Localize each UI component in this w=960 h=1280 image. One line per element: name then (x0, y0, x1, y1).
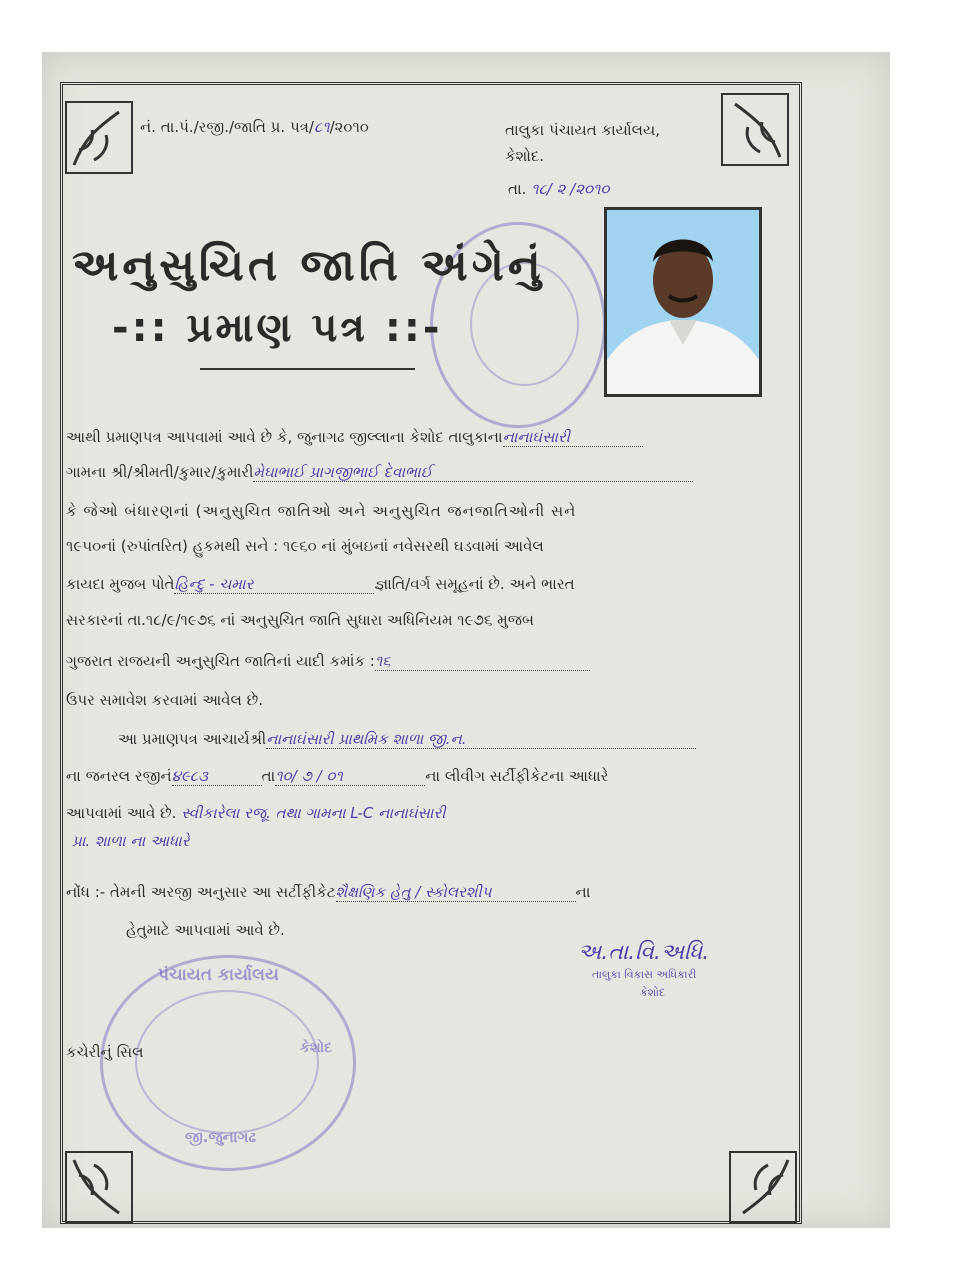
body-text: આપવામાં આવે છે. (66, 804, 177, 822)
note-text: નોંધ :- તેમની અરજી અનુસાર આ સર્ટીફીકેટ (66, 883, 336, 901)
officer-signature: અ.તા.વિ.અધિ. (578, 940, 710, 965)
body-text: ના લીવીગ સર્ટીફીકેટના આધારે (425, 767, 609, 785)
subtitle-left-mark: -:: (112, 305, 187, 351)
leaving-date: ૧૦/ ૭ / ૦૧ (275, 767, 425, 786)
corner-ornament-icon (64, 1150, 134, 1225)
reference-number (140, 118, 369, 136)
date-value: ૧૮/ ૨ /૨૦૧૦ (531, 180, 610, 198)
office-name: તાલુકા પંચાયત કાર્યાલય, (505, 121, 661, 139)
body-line-11 (66, 804, 791, 822)
applicant-photo (604, 207, 762, 397)
body-text: આ પ્રમાણપત્ર આચાર્યશ્રી (118, 730, 267, 748)
corner-ornament-icon (728, 1150, 798, 1225)
officer-title: તાલુકા વિકાસ અધિકારી (592, 968, 697, 981)
body-line-8: ઉપર સમાવેશ કરવામાં આવેલ છે. (66, 691, 263, 709)
stamp-bottom-text: જી.જુનાગઢ (185, 1128, 256, 1146)
corner-ornament-icon (720, 92, 790, 167)
corner-ornament-icon (64, 100, 134, 175)
village-name: નાનાઘંસારી (503, 428, 643, 447)
caste-name: હિન્દુ - ચમાર (174, 575, 374, 594)
body-line-5 (66, 575, 791, 594)
body-line-4: ૧૯૫૦નાં (રુપાંતરિત) હુકમથી સને : ૧૯૬૦ નાં મુંબઇનાં નવેસરથી ઘડવામાં આવેલ (66, 537, 544, 555)
basis-note: સ્વીકારેલા રજૂ. તથા ગામના L-C નાનાઘંસારી (181, 804, 446, 822)
register-number: ૪૯૮૩ (172, 767, 262, 786)
applicant-name: મેઘાભાઈ પ્રાગજીભાઈ દેવાભાઈ (253, 463, 693, 482)
issue-date (508, 180, 609, 198)
body-text: ગામના શ્રી/શ્રીમતી/કુમાર/કુમારી (66, 463, 254, 481)
body-line-3: કે જેઓ બંધારણનાં (અનુસુચિત જાતિઓ અને અનુસુચિત જનજાતિઓની સને (66, 502, 577, 520)
officer-place: કેશોદ (640, 986, 666, 999)
certificate-subtitle (112, 305, 442, 351)
stamp-top-text: પંચાયત કાર્યાલય (158, 965, 279, 985)
reference-prefix: નં. તા.પં./રજી./જાતિ પ્ર. પત્ર/ (140, 118, 314, 136)
date-prefix: તા. (508, 180, 527, 198)
title-underline (200, 368, 415, 370)
note-line-2: હેતુમાટે આપવામાં આવે છે. (126, 921, 285, 939)
reference-number-handwritten: ૮૧ (313, 118, 330, 136)
body-line-6: સરકારનાં તા.૧૮/૯/૧૯૭૬ નાં અનુસુચિત જાતિ સુધારા અધિનિયમ ૧૯૭૬ મુજબ (66, 611, 534, 629)
body-text: આથી પ્રમાણપત્ર આપવામાં આવે છે કે, જુનાગઢ જીલ્લાના કેશોદ તાલુકાના (66, 428, 503, 446)
body-line-2 (66, 463, 791, 482)
list-number: ૧૬ (375, 652, 590, 671)
subtitle-text: પ્રમાણ પત્ર (186, 305, 368, 351)
reference-year: /૨૦૧૦ (329, 118, 369, 136)
certificate-title: અનુસુચિત જાતિ અંગેનું (72, 240, 545, 291)
body-line-7 (66, 652, 791, 671)
body-text: કાયદા મુજબ પોતે (66, 575, 175, 593)
purpose: શૈક્ષણિક હેતુ / સ્કોલરશીપ (336, 883, 576, 902)
body-text: તા (261, 767, 276, 785)
seal-label: કચેરીનું સિલ (66, 1043, 144, 1061)
office-place: કેશોદ. (505, 147, 545, 165)
stamp-side-text: કેશોદ (300, 1040, 333, 1056)
body-line-1 (66, 428, 791, 447)
note-line (66, 883, 791, 902)
body-text: ગુજરાત રાજયની અનુસુચિત જાતિનાં યાદી કમાંક : (66, 652, 375, 670)
office-seal-stamp-inner (135, 990, 319, 1134)
body-line-9 (118, 730, 798, 749)
body-text: ના જનરલ રજીનં (66, 767, 172, 785)
office-address (505, 117, 660, 169)
note-text: ના (575, 883, 591, 901)
basis-note-continued: પ્રા. શાળા ના આધારે (72, 832, 190, 850)
body-line-10 (66, 767, 791, 786)
body-text: જ્ઞાતિ/વર્ગ સમૂહનાં છે. અને ભારત (374, 575, 575, 593)
subtitle-right-mark: ::- (367, 305, 443, 351)
school-name: નાનાઘંસારી પ્રાથમિક શાળા જી.ન. (266, 730, 696, 749)
